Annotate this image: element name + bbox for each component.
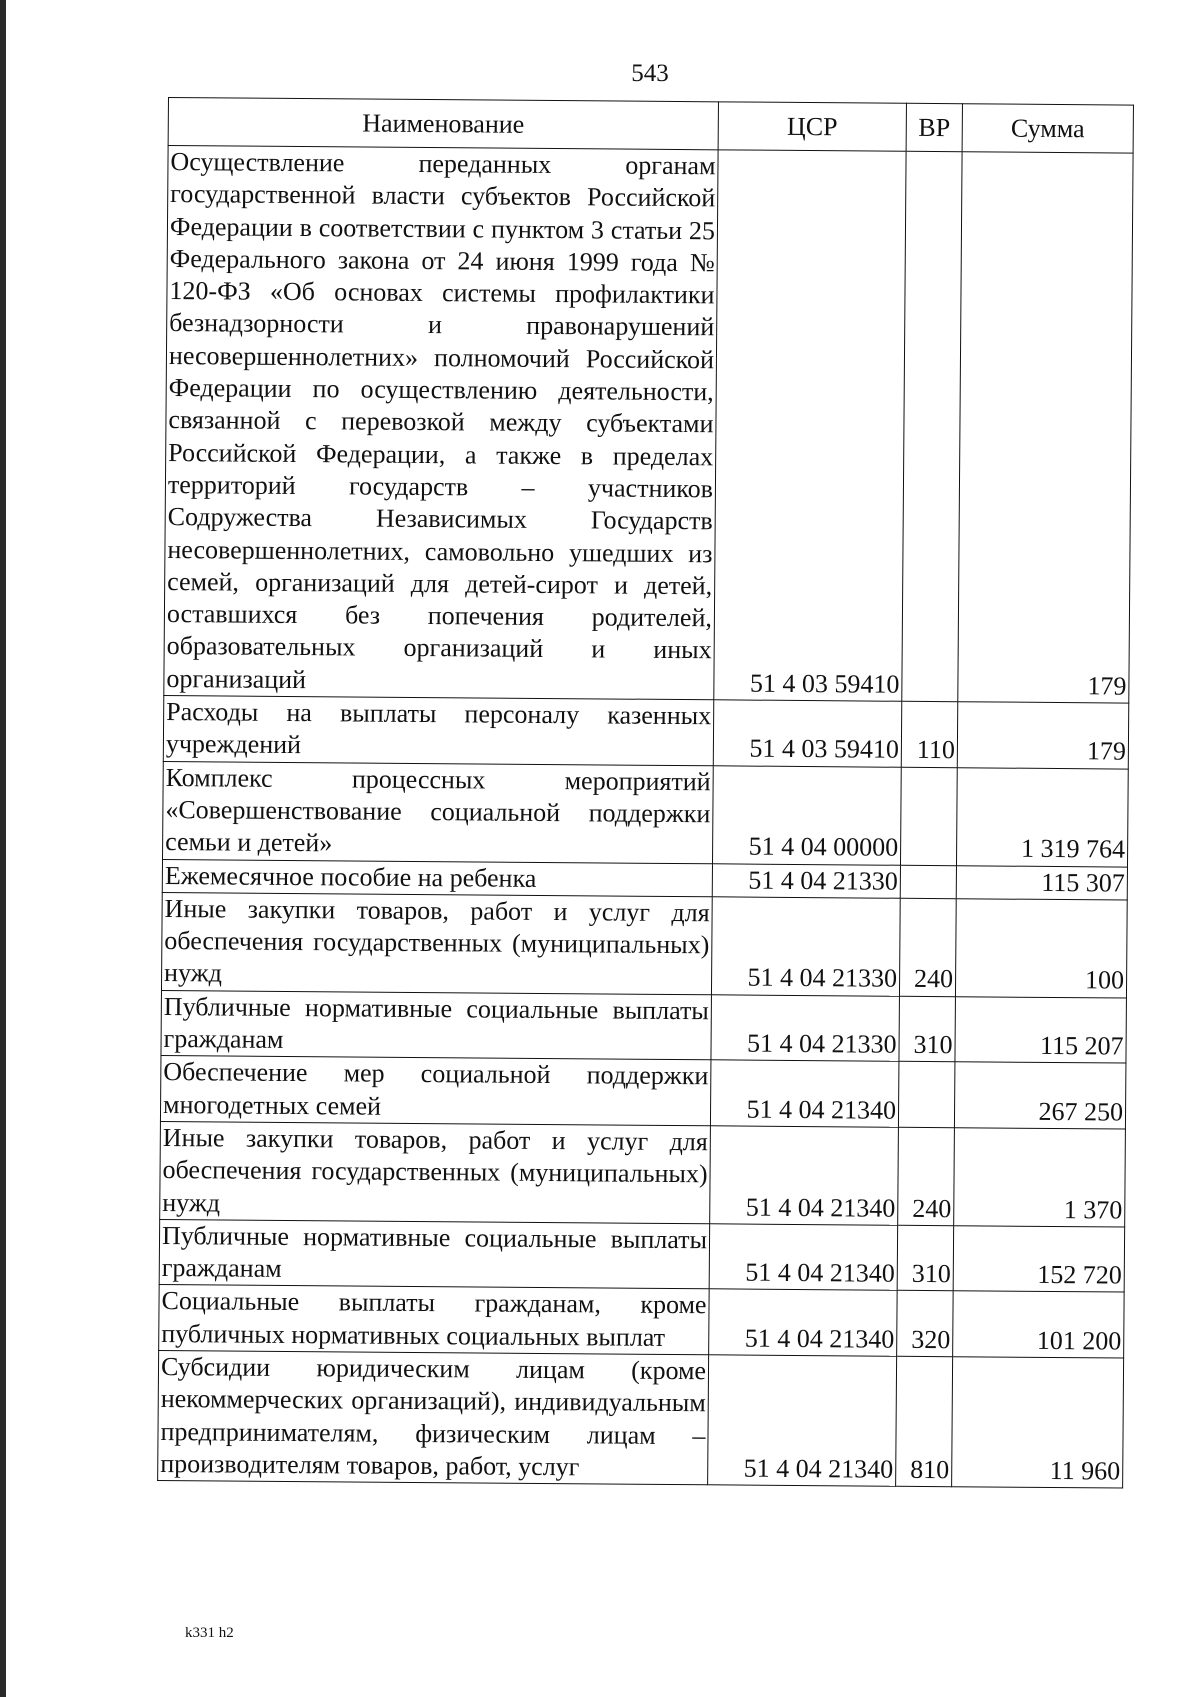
- row-csr: 51 4 04 21330: [711, 897, 900, 996]
- row-csr: 51 4 04 21340: [708, 1355, 897, 1487]
- table-row: [160, 1121, 1126, 1226]
- row-sum: 100: [955, 899, 1127, 998]
- table-row: [160, 1056, 1125, 1129]
- row-sum: 115 207: [955, 996, 1127, 1063]
- row-vr: 310: [897, 1225, 954, 1291]
- row-vr: [898, 1062, 955, 1128]
- row-vr: [902, 151, 962, 701]
- row-name: Комплекс процессных мероприятий «Совершенствование социальной поддержки семьи и детей»: [163, 761, 714, 863]
- row-name: Обеспечение мер социальной поддержки многодетных семей: [160, 1056, 710, 1126]
- table-row: [158, 1350, 1124, 1488]
- row-csr: 51 4 04 21340: [709, 1289, 898, 1356]
- header-vr: ВР: [906, 103, 962, 151]
- row-csr: 51 4 04 21340: [710, 1060, 899, 1127]
- table-row: [159, 1219, 1124, 1292]
- row-sum: 115 307: [956, 865, 1127, 900]
- row-name: Иные закупки товаров, работ и услуг для обеспечения государственных (муниципальных) нужд: [160, 1121, 711, 1223]
- row-name: Публичные нормативные социальные выплаты гражданам: [161, 990, 711, 1060]
- table-row: [161, 990, 1126, 1063]
- row-csr: 51 4 03 59410: [714, 150, 906, 702]
- row-vr: 310: [899, 996, 956, 1062]
- table-row: [159, 1285, 1124, 1358]
- row-sum: 1 319 764: [956, 767, 1128, 866]
- row-vr: [900, 865, 956, 899]
- row-csr: 51 4 04 00000: [712, 765, 901, 864]
- row-sum: 179: [957, 702, 1129, 769]
- row-csr: 51 4 04 21330: [711, 995, 900, 1062]
- row-vr: 110: [901, 701, 958, 767]
- row-sum: 152 720: [953, 1226, 1125, 1293]
- table-header-row: [168, 98, 1133, 154]
- row-csr: 51 4 04 21340: [709, 1224, 898, 1291]
- header-sum: Сумма: [962, 104, 1133, 153]
- row-sum: 267 250: [954, 1062, 1126, 1129]
- row-sum: 179: [958, 152, 1133, 703]
- row-name: Расходы на выплаты персоналу казенных учреждений: [163, 696, 713, 766]
- budget-table: [157, 97, 1134, 1489]
- table-row: [163, 761, 1129, 866]
- header-csr: ЦСР: [718, 102, 906, 151]
- row-name: Публичные нормативные социальные выплаты гражданам: [159, 1219, 709, 1289]
- table-row: [161, 892, 1127, 997]
- row-name: Ежемесячное пособие на ребенка: [162, 859, 712, 897]
- row-vr: 320: [897, 1291, 954, 1357]
- row-csr: 51 4 04 21330: [712, 863, 900, 898]
- footer-document-code: k331 h2: [185, 1625, 234, 1641]
- header-name: Наименование: [168, 98, 718, 150]
- row-sum: 1 370: [954, 1128, 1126, 1227]
- table-row: [163, 696, 1128, 769]
- row-name: Субсидии юридическим лицам (кроме некоммерческих организаций), индивидуальным предпринимателям, физическим лицам – производителям товаров, работ, услуг: [158, 1350, 709, 1485]
- row-sum: 11 960: [952, 1357, 1124, 1489]
- row-vr: 240: [899, 898, 956, 996]
- row-name: Социальные выплаты гражданам, кроме публичных нормативных социальных выплат: [159, 1285, 709, 1355]
- row-name: Осуществление переданных органам государственной власти субъектов Российской Федерации в соответствии с пунктом 3 статьи 25 Федерального закона от 24 июня 1999 года № 120-ФЗ «Об основах системы профилактики безнадзорности и правонарушений несовершеннолетних» полномочий Российской Федерации по осуществлению деятельности, связанной с перевозкой между субъектами Российской Федерации, а также в пределах территорий государств – участников Содружества Независимых Государств несовершеннолетних, самовольно ушедших из семей, организаций для детей-сирот и детей, оставшихся без попечения родителей, образовательных организаций и иных организаций: [164, 146, 718, 700]
- row-vr: 240: [898, 1127, 955, 1225]
- row-name: Иные закупки товаров, работ и услуг для обеспечения государственных (муниципальных) нужд: [161, 892, 712, 994]
- row-csr: 51 4 04 21340: [710, 1126, 899, 1225]
- row-csr: 51 4 03 59410: [713, 700, 902, 767]
- page-number: 543: [631, 60, 669, 87]
- row-vr: [900, 767, 957, 865]
- row-vr: 810: [896, 1356, 953, 1487]
- table-row: [164, 146, 1133, 704]
- row-sum: 101 200: [953, 1291, 1125, 1358]
